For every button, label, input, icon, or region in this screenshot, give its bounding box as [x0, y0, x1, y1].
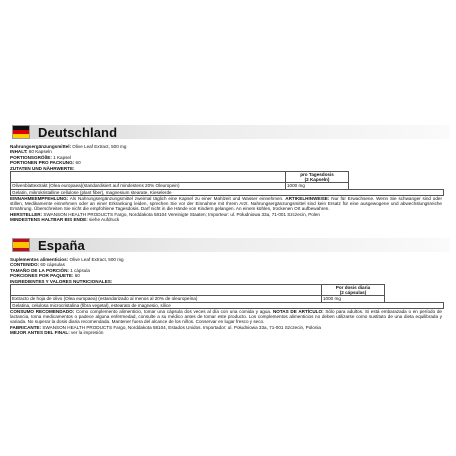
info-line: PORCIONES POR PAQUETE: 60: [10, 273, 80, 279]
table-cell-ingredient: Extracto de hoja de olivo (Olea europaea) (estandarizado al menos al 20% de oleuropeína): [11, 296, 322, 302]
nutrition-table: [10, 171, 444, 196]
table-header-empty: [11, 285, 322, 296]
table-header-dose: pro Tagesdosis (2 Kapseln): [286, 172, 349, 183]
nutrition-table: [10, 284, 444, 309]
best-before-paragraph: MEJOR ANTES DEL FINAL: ver la impresión: [10, 330, 104, 336]
info-line: TAMAÑO DE LA PORCIÓN: 1 cápsula: [10, 267, 90, 273]
table-header-dose: Por dosis diaria (2 cápsulas): [322, 285, 385, 296]
info-line: PORTIONEN PRO PACKUNG: 60: [10, 160, 81, 166]
section-deutschland: [6, 122, 450, 222]
manufacturer-paragraph: HERSTELLER: SWANSON HEALTH PRODUCTS Fargo, Norddakota 58104 Vereinigte Staaten; Importeur: ul. Południowa 33a, 71-001 Szczecin, Polen: [10, 211, 320, 217]
usage-paragraph: CONSUMO RECOMENDADO: Como complemento alimenticio, tomar una cápsula dos veces al día con una comida y agua. NOTAS DE ARTÍCULO: Sólo para adultos. Si está embarazada o en período de lactancia, toma medicamentos o padece alguna enfermedad, consulte a su médico antes de tomar este producto. Los complementos alimenticios no deben utilizarse como sustituto de una dieta equilibrada y variada. No superar la dosis diaria recomendada. Mantener fuera del alcance de los niños. Conservar en lugar fresco y seco.: [10, 308, 442, 325]
info-line: CONTENIDO: 60 cápsulas: [10, 262, 65, 268]
manufacturer-paragraph: FABRICANTE: SWANSON HEALTH PRODUCTS Fargo, Norddakota 58104, Estados Unidos. Importador: ul. Południowa 33a, 71-001 Szczecin, Polonia: [10, 324, 321, 330]
info-line: PORTIONSGRÖßE: 1 Kapsel: [10, 154, 72, 160]
product-info: [6, 257, 450, 284]
usage-paragraph: EINNAHMEEMPFEHLUNG: Als Nahrungsergänzungsmittel zweimal täglich eine Kapsel zu einer Mahlzeit und Wasser einnehmen. ARTIKELHINWEISE: Nur für Erwachsene. Wenn Sie schwanger sind oder stillen, Medikamente einnehmen oder an einer Erkrankung leiden, sprechen Sie vor der Einnahme mit Ihrem Arzt. Nahrungsergänzungsmittel sind kein Ersatz für eine ausgewogene und abwechslungsreiche Ernährung. Überschreiten Sie nicht die empfohlene Tagesdosis. Darf nicht in die Hände von Kindern gelangen. An einem kühlen, trockenen Ort aufbewahren.: [10, 195, 443, 212]
product-info: [6, 144, 450, 171]
section-title: Deutschland: [38, 124, 118, 140]
table-cell-amount: 1000 mg: [286, 183, 349, 189]
section-header: [6, 122, 450, 142]
info-line: Nahrungsergänzungsmittel: Olive Leaf Extract, 500 mg: [10, 144, 127, 149]
spain-flag-icon: [12, 238, 30, 252]
section-espana: [6, 235, 450, 335]
section-header: [6, 235, 450, 255]
table-cell-other-ingredients: Gelatina, celulosa microcristalina (fibra vegetal), estearato de magnesio, sílice: [11, 302, 444, 308]
table-cell-ingredient: Olivenblattextrakt (Olea europaea)(standardisiert auf mindestens 20% Oleuropein): [11, 183, 286, 189]
table-cell-amount: 1000 mg: [322, 296, 385, 302]
header-bar: [24, 238, 450, 252]
best-before-paragraph: MINDESTENS HALTBAR BIS ENDE: siehe Aufdruck: [10, 217, 120, 223]
table-cell-other-ingredients: Gelatin, mikrokristalline cellulose (plant fiber), magnesium stearate, Kieselerde: [11, 189, 444, 195]
info-line: ZUTATEN UND NÄHRWERTE:: [10, 165, 75, 171]
info-line: INHALT: 60 Kapseln: [10, 149, 52, 155]
info-line: Suplementos alimenticios: Olive Leaf Extract, 500 mg: [10, 257, 124, 262]
table-header-empty: [11, 172, 286, 183]
germany-flag-icon: [12, 125, 30, 139]
section-title: España: [38, 237, 85, 253]
info-line: INGREDIENTES Y VALORES NUTRICIONALES:: [10, 278, 113, 284]
